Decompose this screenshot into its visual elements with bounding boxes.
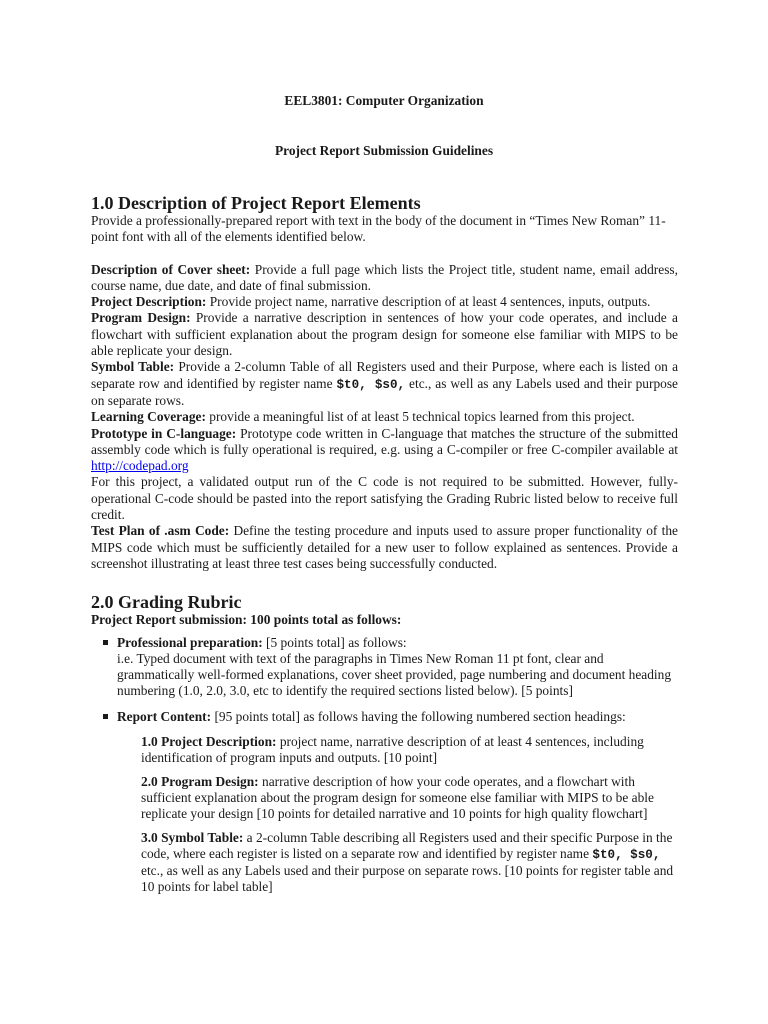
document-subtitle: Project Report Submission Guidelines — [274, 143, 494, 158]
test-plan-paragraph — [91, 523, 678, 572]
section-heading-1: 1.0 Description of Project Report Elements — [91, 193, 421, 213]
sub-register-code: $t0, $s0, — [592, 847, 661, 862]
symbol-table-label: Symbol Table: — [91, 359, 175, 375]
project-description-paragraph — [91, 294, 678, 310]
test-plan-text: Define the testing procedure and inputs used to assure proper functionality of the MIPS code which must be sufficiently detailed for a new user to follow explained as sentences. Provide a screenshot illustrating at least three test cases being successfully conducted. — [91, 523, 678, 571]
symbol-table-paragraph — [91, 359, 678, 409]
professional-prep-label: Professional preparation: — [117, 634, 263, 650]
cover-sheet-paragraph — [91, 262, 678, 295]
report-content-line — [117, 709, 678, 725]
program-design-text: Provide a narrative description in sentences of how your code operates, and include a flowchart with sufficient explanation about the program design for someone else familiar with MIPS to be able replicate your design. — [91, 310, 678, 359]
symbol-table-text-b: etc., as well as any Labels used and their purpose on separate rows. — [91, 375, 679, 408]
validated-output-paragraph: For this project, a validated output run of the C code is not required to be submitted. However, fully-operational C-code should be pasted into the report satisfying the Grading Rubric listed below to receive full credit. — [91, 474, 678, 523]
sub-symbol-table-text-a: a 2-column Table describing all Registers used and their specific Purpose in the code, where each register is listed on a separate row and identified by register name — [141, 829, 673, 861]
cover-sheet-text: Provide a full page which lists the Project title, student name, email address, course name, due date, and date of final submission. — [91, 261, 678, 293]
cover-sheet-label: Description of Cover sheet: — [91, 261, 251, 277]
sub-program-design — [141, 774, 678, 823]
report-content-label: Report Content: — [117, 708, 212, 724]
intro-paragraph: Provide a professionally-prepared report with text in the body of the document in “Times New Roman” 11-point font with all of the elements identified below. — [91, 213, 666, 245]
report-content-text: [95 points total] as follows having the following numbered section headings: — [211, 708, 626, 724]
professional-prep-detail: i.e. Typed document with text of the paragraphs in Times New Roman 11 pt font, clear and grammatically well-formed explanations, cover sheet provided, page numbering and document heading numbering (1.0, 2.0, 3.0, etc to identify the required sections listed below). [5 points] — [117, 650, 672, 699]
spacer — [91, 246, 678, 262]
square-bullet-icon — [103, 640, 108, 645]
sub-symbol-table — [141, 830, 678, 896]
test-plan-label: Test Plan of .asm Code: — [91, 523, 230, 539]
learning-coverage-paragraph — [91, 409, 678, 425]
sub-program-design-text: narrative description of how your code operates, and a flowchart with sufficient explanation about the program design for someone else familiar with MIPS to be able replicate your design [10 points for detailed narrative and 10 points for high quality flowchart] — [141, 773, 654, 822]
learning-coverage-label: Learning Coverage: — [91, 409, 206, 425]
sub-project-description-text: project name, narrative description of at least 4 sentences, including identification of program inputs and outputs. [10 point] — [141, 734, 644, 766]
project-description-label: Project Description: — [91, 294, 207, 310]
rubric-list — [91, 635, 678, 896]
prototype-text: Prototype code written in C-language that matches the structure of the submitted assembly code which is fully operational is required, e.g. using a C-compiler or free C-compiler available at — [91, 425, 678, 457]
professional-prep-text: [5 points total] as follows: — [262, 634, 407, 650]
codepad-link[interactable]: http://codepad.org — [91, 458, 189, 474]
points-total-text: Project Report submission: 100 points total as follows: — [91, 612, 402, 628]
project-description-text: Provide project name, narrative description of at least 4 sentences, inputs, outputs. — [206, 294, 651, 310]
program-design-paragraph — [91, 310, 678, 359]
prototype-paragraph — [91, 426, 678, 475]
grading-rubric-section — [91, 592, 678, 895]
points-total — [91, 612, 678, 628]
course-title: EEL3801: Computer Organization — [284, 93, 484, 108]
sub-symbol-table-label: 3.0 Symbol Table: — [141, 829, 244, 845]
prototype-label: Prototype in C-language: — [91, 425, 237, 441]
sub-program-design-label: 2.0 Program Design: — [141, 773, 259, 789]
sub-project-description — [141, 734, 678, 767]
sub-symbol-table-text-b: etc., as well as any Labels used and their purpose on separate rows. [10 points for register table and 10 points for label table] — [141, 863, 674, 895]
square-bullet-icon — [103, 714, 108, 719]
list-item — [117, 709, 678, 896]
register-code: $t0, $s0, — [336, 377, 406, 392]
professional-prep-line — [117, 635, 678, 651]
section-heading-2: 2.0 Grading Rubric — [91, 592, 242, 613]
learning-coverage-text: provide a meaningful list of at least 5 technical topics learned from this project. — [205, 409, 635, 425]
sub-project-description-label: 1.0 Project Description: — [141, 734, 277, 750]
report-content-subsections — [141, 734, 678, 896]
program-design-label: Program Design: — [91, 310, 191, 326]
document-body — [91, 193, 678, 905]
list-item — [117, 635, 678, 700]
symbol-table-text-a: Provide a 2-column Table of all Registers used and their Purpose, where each is listed on a separate row and identified by register name — [91, 359, 679, 391]
